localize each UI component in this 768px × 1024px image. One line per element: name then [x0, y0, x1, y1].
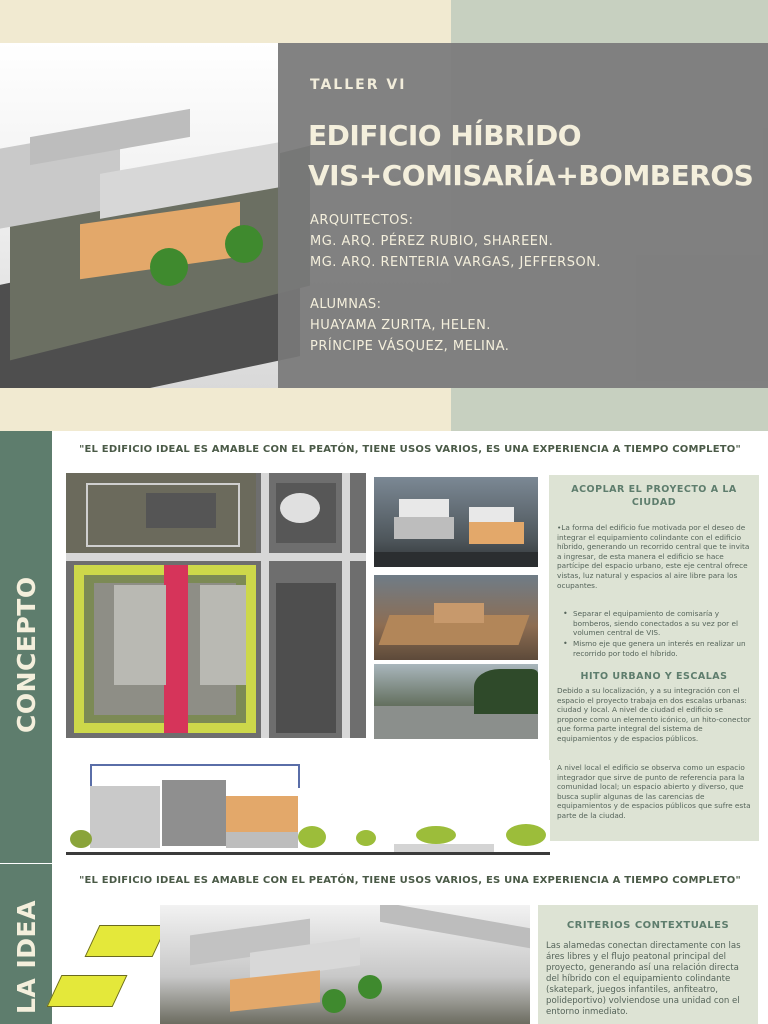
bottom-band: [0, 388, 451, 431]
idea-render-image: [160, 905, 530, 1024]
concept-text-box: [549, 475, 759, 841]
heading-hito-urbano: HITO URBANO Y ESCALAS: [580, 671, 728, 682]
architect-name-2: MG. ARQ. RENTERIA VARGAS, JEFFERSON.: [310, 255, 602, 270]
bullet-separate-equipment: Separar el equipamiento de comisaría y bomberos, siendo conectados a su vez por el volumen central de VIS.: [573, 609, 739, 638]
site-plan-drawing: [66, 473, 366, 738]
paragraph-local-level: A nivel local el edificio se observa como un espacio integrador que sirve de punto de referencia para la comunidad local; un espacio abierto y diverso, que busca suplir algunas de las carencias de equipamientos y de espacios públicos que sufre esta parte de la ciudad.: [557, 763, 751, 820]
bullet-icon: •: [563, 639, 568, 648]
title-panel: [278, 43, 768, 388]
students-label: ALUMNAS:: [310, 297, 382, 312]
project-title-line2: VIS+COMISARÍA+BOMBEROS: [308, 159, 754, 192]
heading-criterios-contextuales: CRITERIOS CONTEXTUALES: [566, 920, 730, 931]
heading-acoplar-line1: ACOPLAR EL PROYECTO A LA: [571, 484, 737, 495]
bullet-central-axis: Mismo eje que genera un interés en realizar un recorrido por todo el híbrido.: [573, 639, 746, 658]
architects-label: ARQUITECTOS:: [310, 213, 414, 228]
paragraph-contextual-criteria: Las alamedas conectan directamente con las áres libres y el flujo peatonal principal del proyecto, generando así una relación directa del híbrido con el equipamiento colindante (skatepark, juegos infantiles, anfiteatro, polideportivo) volviendose una unidad con el entorno inmediato.: [546, 941, 741, 1017]
bullet-icon: •: [563, 609, 568, 618]
boulevard-photo: [374, 664, 538, 739]
side-label-idea: LA IDEA: [12, 900, 41, 1014]
bottom-right-block: [451, 388, 768, 431]
student-name-1: HUAYAMA ZURITA, HELEN.: [310, 318, 491, 333]
side-tab-idea: [0, 864, 52, 1024]
side-tab-concept: [0, 431, 52, 863]
building-elevation-drawing: [66, 760, 550, 856]
paragraph-urban-landmark: Debido a su localización, y a su integración con el espacio el proyecto trabaja en dos escalas urbanas: ciudad y local. A nivel de ciudad el edificio se propone como un elemento icónico, un hito-conector que forma parte integral del sistema de equipamientos y de espacios públicos.: [557, 686, 751, 743]
paragraph-form-motivation: •La forma del edificio fue motivada por el deseo de integrar el equipamiento colindante con el edificio híbrido, generando un recorrido central que te invita a ingresar, de esta manera el edificio se hace partícipe del espacio urbano, este eje central ofrece vistas, luz natural y espacios al aire libre para los ocupantes.: [557, 523, 750, 590]
architect-name-1: MG. ARQ. PÉREZ RUBIO, SHAREEN.: [310, 234, 554, 249]
side-label-concept: CONCEPTO: [12, 576, 41, 733]
workshop-label: TALLER VI: [310, 77, 407, 93]
skatepark-photo: [374, 575, 538, 660]
building-render-photo: [374, 477, 538, 567]
project-title-line1: EDIFICIO HÍBRIDO: [308, 119, 582, 152]
top-right-block: [451, 0, 768, 43]
student-name-2: PRÍNCIPE VÁSQUEZ, MELINA.: [310, 339, 510, 354]
heading-acoplar-line2: CIUDAD: [631, 497, 677, 508]
quote-top: "EL EDIFICIO IDEAL ES AMABLE CON EL PEATÓN, TIENE USOS VARIOS, ES UNA EXPERIENCIA A TIEMPO COMPLETO": [79, 444, 741, 455]
quote-bottom: "EL EDIFICIO IDEAL ES AMABLE CON EL PEATÓN, TIENE USOS VARIOS, ES UNA EXPERIENCIA A TIEMPO COMPLETO": [79, 875, 741, 886]
criteria-text-box: [538, 905, 758, 1024]
